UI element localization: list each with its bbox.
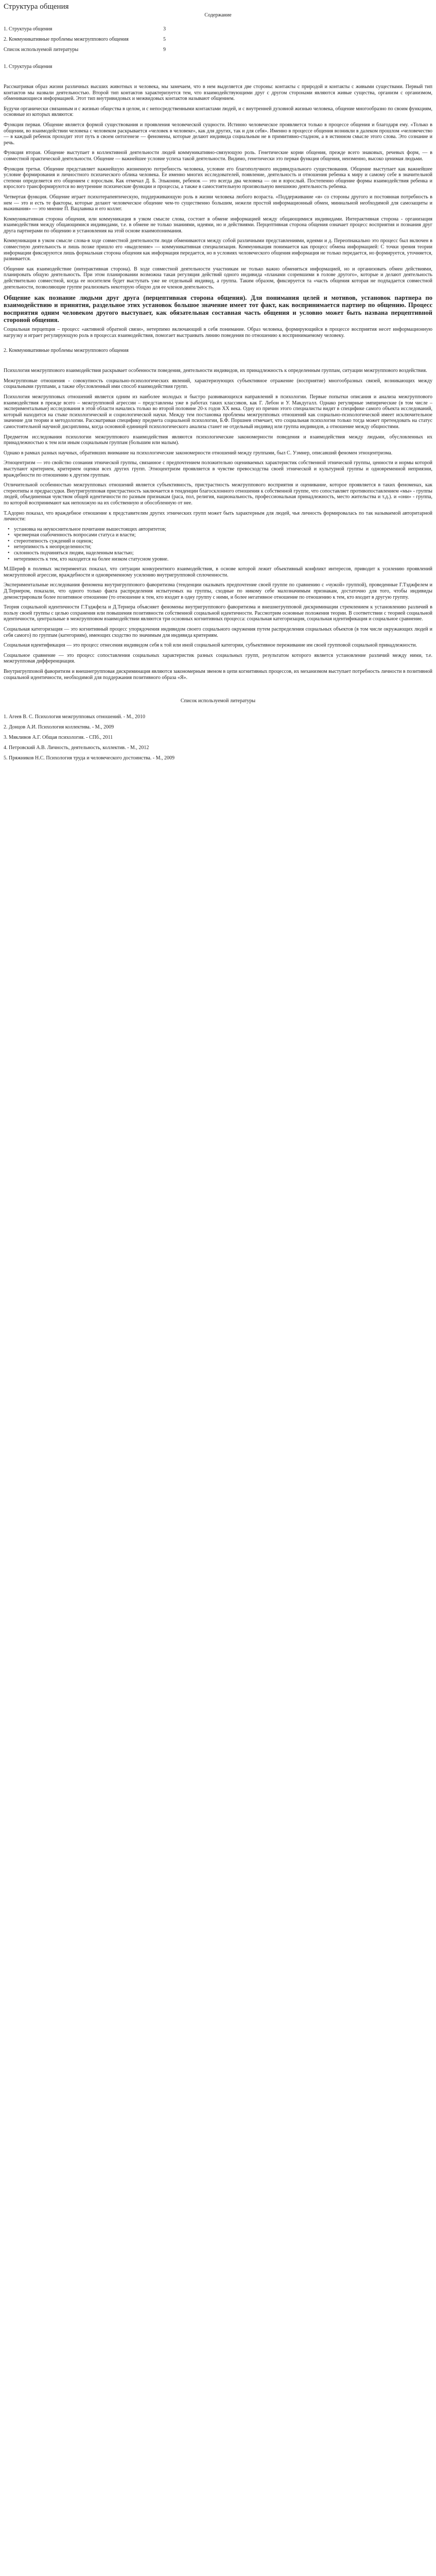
table-of-contents (4, 26, 432, 53)
document-page (0, 0, 436, 771)
reference-item: 5. Пряжников Н.С. Психология труда и человеческого достоинства. - М., 2009 (4, 755, 175, 761)
references-list (4, 714, 432, 761)
toc-heading: Содержание (204, 12, 232, 18)
toc-entry[interactable] (4, 26, 432, 32)
traits-list (4, 527, 432, 563)
toc-entry[interactable] (4, 47, 432, 53)
toc-entry-page: 5 (163, 37, 166, 42)
paragraph: Социальное сравнение — это процесс сопоставления социальных характеристик разных социальных групп, результатом которого является установление различий между ними, т.е. межгрупповая дифференциация. (4, 652, 432, 665)
paragraph: Общение как взаимодействие (интерактивная сторона). В ходе совместной деятельности участникам не только важно обменяться информацией, но и организовать обмен действиями, планировать общую деятельность. При этом планировании возможна такая регуляция действий одного индивида «планами созревшими в голове другого», которые и делают деятельность действительно совместной, когда ее носителем будет выступать уже не отдельный индивид, а группа. Таким образом, фиксируется та «часть общения которая не подпадается совместной деятельности, позволяющие группе реализовать некоторую общую для ее членов деятельность. (4, 266, 432, 290)
paragraph: Внутригрупповой фаворитизм и внешнегрупповая дискриминация являются закономерным звеном в цепи когнитивных процессов, их механизмом выступает потребность личности в позитивной социальной идентичности, необходимой для поддержания позитивного образа «Я». (4, 668, 432, 681)
paragraph: Социальная идентификация — это процесс отнесения индивидом себя к той или иной социальной категории, субъективное переживание им своей групповой социальной принадлежности. (4, 642, 417, 649)
toc-entry-text: 1. Структура общения (4, 26, 53, 32)
paragraph: Четвертая функция. Общение играет психотерапевтическую, поддерживающую роль в жизни человека любого возраста. «Поддерживание «я» со стороны другого и постоянная потребность в нем — это и есть те факторы, которые делают человеческое общение чем-то существенно большим, нежели простой информационный обмен, миниальной необходимой для самозащиты и выживания» — это мнение П. Вацлавика и его коллег. (4, 194, 432, 212)
list-item: • чрезмерная озабоченность вопросами статуса и власти; (14, 532, 432, 538)
paragraph: Социальная категоризация — это когнитивный процесс упорядочения индивидом своего социального окружения путем распределения социальных объектов (в том числе окружающих людей и себя самого) по группам (категориям), имеющих сходство по значимым для индивида критериям. (4, 626, 432, 638)
toc-entry-text: 2. Коммуникативные проблемы межгруппового общения (4, 37, 129, 42)
paragraph: Будучи органически связанным и с жизнью общества в целом, и с непосредственными контактами людей, и с внутренней духовной жизнью человека, общение многообразно по своим функциям, основные из которых являются: (4, 106, 432, 118)
paragraph: Рассматривая образ жизни различных высших животных и человека, мы замечаем, что в нем выделяется две стороны: контакты с природой и контакты с живыми существами. Первый тип контактов мы назвали деятельностью. Второй тип контактов характеризуется тем, что взаимодействующими друг с другом сторонами являются живые существа, организм с организмом, обменивающиеся информацией. Этот тип внутривидовых и межвидовых контактов называют общением. (4, 84, 432, 102)
list-item: • стереотипность суждений и оценок; (14, 538, 432, 545)
paragraph: Социальная перцепция – процесс «активной обратной связи», нетерпимо включающий в себя понимание. Образ человека, формирующийся в процессе восприятия несет информационную нагрузку и играет регулирующую роль в процессах взаимодействия, помогает выстраивать линию поведения по отношению к воспринимаемому человеку. (4, 327, 432, 338)
reference-item: 2. Донцов А.И. Психология коллектива. - М., 2009 (4, 724, 114, 731)
paragraph: Отличительной особенностью межгрупповых отношений является субъективность, пристрастность межгруппового восприятия и оценивание, которое проявляется в таких феноменах, как стереотипы и предрассудки. Внутригрупповая пристрастность заключается в тенденции благосклонного отношения к собственной группе, что сопоставляет противопоставлением «мы» - группы людей, объединенная чувством общей идентичности по разным признакам (раса, пол, религия, национальность, профессиональная принадлежность, место жительства и т.д.). и «они» - группа, по которой воспринимают как непохожую на их собственную и обособленную от нее. (4, 482, 432, 506)
toc-entry-page: 9 (163, 47, 166, 53)
list-item: • нетерпимость к неопределенности; (14, 544, 432, 550)
reference-item: 1. Агеев В. С. Психология межгрупповых отношений. - М., 2010 (4, 714, 145, 720)
paragraph: Коммуникативная сторона общения, или коммуникация в узком смысле слова, состоит в обмене информацией между общающимися индивидами. Интерактивная сторона - организация взаимодействия между общающимися индивидами, т.е. в обмене не только знаниями, идеями, но и действиями. Перцептивная сторона общения означает процесс восприятия и познания друг друга партнерами по общению и установления на этой основе взаимопонимания. (4, 216, 432, 234)
bold-paragraph: Общение как познание людьми друг друга (перцептивная сторона общения). Для понимания целей и мотивов, установок партнера по взаимодействию и принятия, раздельное этих установок большое значение имеет тот факт, как воспринимается партнер по общению. Процесс восприятия одним человеком другого выступает, как обязательная составная часть общения и условно может быть названа перцептивной стороной общения. (4, 294, 432, 324)
paragraph: Т.Адорно показал, что враждебное отношение к представителям других этнических групп может быть характерным для людей, чья личность формировалась по так называемой авторитарной личности: (4, 510, 432, 522)
reference-item: 3. Мякливов А.Г. Общая психология. - СПб., 2011 (4, 735, 113, 741)
paragraph: Теория социальной идентичности Г.Тэджфела и Д.Тернера объясняет феномены внутригруппового фаворитизма и внешнегрупповой дискриминации стремлением к установлению различий в пользу своей группы с целью сохранения или повышения позитивности собственной социальной идентичности. Рассмотрим основные положения теории. В соответствии с теорией социальной идентичности, центральные в межгрупповом взаимодействии являются три основных когнитивных процесса: социальная категоризация, социальная идентификация и социальное сравнение. (4, 604, 432, 622)
document-title: Структура общения (4, 3, 69, 11)
paragraph: Этноцентризм — это свойство сознания этнической группы, связанное с предпочтением положительно оцениваемых характеристик собственной этнической группы, ценности и нормы которой выступают критерием, критерием оценки всех других групп. Этноцентризм проявляется в чувстве превосходства своей этнической и культурной группы и одновременной неприязни, враждебности по отношению к другим группам. (4, 460, 432, 478)
section-heading: 1. Структура общения (4, 64, 53, 70)
list-item: • установка на неукоснительное почитание вышестоящих авторитетов; (14, 527, 432, 533)
paragraph: Функция первая. Общение является формой существования и проявления человеческой сущности. Истинно человеческое проявляется только в процессе общения и благодаря ему. «Только в общении, во взаимодействии человека с человеком раскрывается «человек в человеке», как для других, так и для себя». Именно в процессе общения возникли в далеком прошлом «человечество — в каждый ребенок проходит этот путь в своем онтогенезе — феномены, которые делают индивида социальным не в примитивно-стадном, а в истинном смысле этого слова. Это сознание и речь. (4, 122, 432, 146)
paragraph: Функция третья. Общение представляет важнейшую жизненную потребность человека, условие его благополучного индивидуального существования. Общение выступает как важнейшее условие формирования и личностного психического облика человека. Ее именно многих исследователей, появление, деятельность и отношения ребенка к миру и самому себе в значительной степени определяется его общением с взрослым. Как отмечал Д. Б. Эльконин, ребенок — это всегда два человека — он и взрослый. Постепенно общение формы взаимодействия ребенка и взрослого трансформируются во внутренние психические функции и процессы, а также в самостоятельную произвольную внешнюю деятельность ребенка. (4, 166, 432, 190)
paragraph: Однако в рамках разных научных, обративших внимание на психологические закономерности отношений между группами, был С. Уэмнер, описавший феномен этноцентризма. (4, 450, 393, 456)
paragraph: Функция вторая. Общение выступает в коллективной деятельности людей коммуникативно-связующую роль. Генетические корни общения, прежде всего знаковых, речевых форм, — в совместной практической деятельности. Общение — важнейшее условие успеха такой деятельности. Видимо, генетически это первая функция общения, неизменно, высоко ценимая людьми. (4, 150, 432, 162)
section-2-body (4, 368, 432, 681)
paragraph: Экспериментальные исследования феномена внутригруппового фаворитизма (тенденции оказывать предпочтение своей группе по сравнению с «чужой» группой), проведенные Г.Тэджфелем и Д.Тернером, показали, что одного только факта распределения испытуемых на группы, сходные по никому себе малозначимым признакам, достаточно для того, чтобы индивиды демонстрировали более позитивное отношение (то отношение к тем, кто входит в одну группу с ними, и более негативное отношение по отношению к тем, кто входит в другую группу. (4, 582, 432, 600)
paragraph: Психология межгруппового взаимодействия раскрывает особенности поведения, деятельности индивидов, их принадлежность к определенным группам, ситуации межгруппового воздействия. (4, 368, 427, 374)
paragraph: М.Шериф в полевых экспериментах показал, что ситуации конкурентного взаимодействия, в основе которой лежит объективный конфликт интересов, приводит к усилению проявлений межгрупповой агрессии, враждебности и одновременному усилению внутригрупповой сплоченности. (4, 566, 432, 578)
paragraph: Психология межгрупповых отношений является одним из наиболее молодых и быстро развивающихся направлений в психологии. Первые попытки описания и анализа межгруппового взаимодействия в прежде всего – межгрупповой агрессии – представлены уже в работах таких классиков, как Г. Лебон и У. Макдугалл. Однако регулярные эмпирические (в том числе – экспериментальные) исследования в этой области начались только во второй половине 20-х годов ХХ века. Одну из причин этого специалисты видят в специфике самого объекта исследований, который находится на стыке психологической и социологической науки. Между тем постановка проблемы межгрупповых отношений как социально-психологической имеет исключительное значение для теории и методологии. Рассматривая специфику предмета социальной психологии, Б.Ф. Поршнев отмечает, что социальная психология только тогда может претендовать на статус самостоятельной научной дисциплины, когда основной единицей психологического анализа станет не отдельный индивид или группа индивидов, а отношение между общностями. (4, 394, 432, 430)
paragraph: Коммуникация в узком смысле слова-в ходе совместной деятельности люди обмениваются между собой различными представлениями, идеями и д. Переопнакально это процесс был включен в совместную деятельность и лишь позже пришло его «выделение» — коммуникативная специализация. Коммуникация понимается как процесс обмена информацией: С точки зрения теории информации фиксируются лишь формальная сторона общения как информация передается, но в условиях человеческого общения информация не только передается, но формируется, уточняется, развивается. (4, 238, 432, 262)
reference-item: 4. Петровский А.В. Личность, деятельность, коллектив. - М., 2012 (4, 745, 149, 751)
section-heading: 2. Коммуникативные проблемы межгруппового общения (4, 348, 129, 354)
toc-entry[interactable] (4, 37, 432, 42)
references-heading: Список используемой литературы (180, 698, 256, 704)
list-item: • склонность подчиняться людям, наделенным властью; (14, 550, 432, 556)
section-1-body (4, 84, 432, 338)
paragraph: Межгрупповые отношения - совокупность социально-психологических явлений, характеризующих субъективное отражение (восприятие) многообразных связей, возникающих между социальными группами, а также обусловленный ими способ взаимодействия групп. (4, 378, 432, 390)
toc-entry-text: Список используемой литературы (4, 47, 79, 53)
toc-entry-page: 3 (163, 26, 166, 32)
paragraph: Предметом исследования психологии межгруппового взаимодействия являются психологические закономерности поведения и взаимодействия между людьми, обусловленных их принадлежностью к тем или иным социальным группам (большим или малым). (4, 434, 432, 446)
list-item: • нетерпимость к тем, кто находится на более низком статусном уровне. (14, 556, 432, 563)
